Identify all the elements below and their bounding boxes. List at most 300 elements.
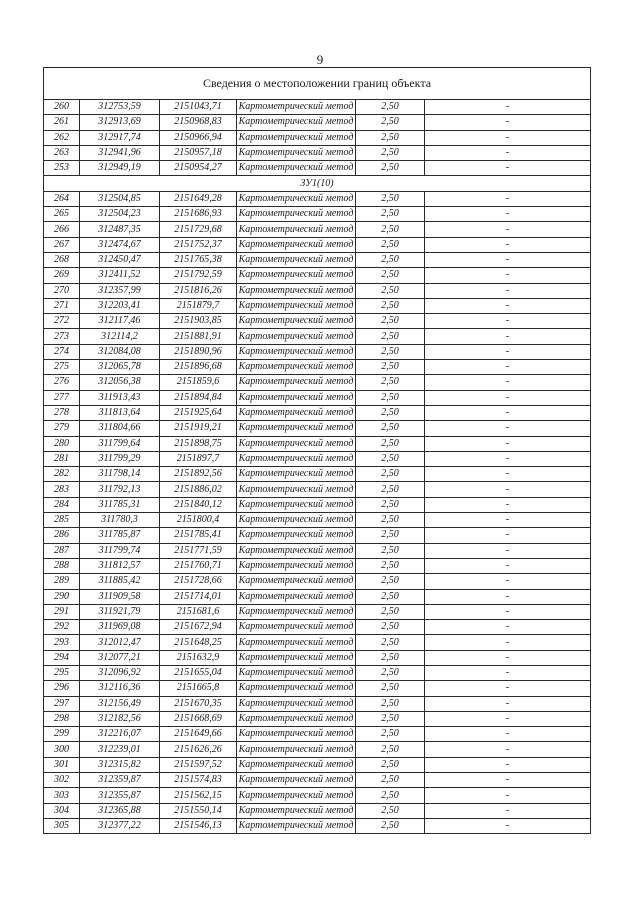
point-number-cell: 286 bbox=[44, 528, 80, 543]
accuracy-cell: 2,50 bbox=[356, 283, 425, 298]
x-coordinate-cell: 312056,38 bbox=[80, 375, 160, 390]
x-coordinate-cell: 312114,2 bbox=[80, 329, 160, 344]
y-coordinate-cell: 2151665,8 bbox=[160, 681, 237, 696]
note-cell: - bbox=[425, 360, 591, 375]
method-cell: Картометрический метод bbox=[237, 482, 356, 497]
note-cell: - bbox=[425, 222, 591, 237]
x-coordinate-cell: 311812,57 bbox=[80, 558, 160, 573]
point-number-cell: 280 bbox=[44, 436, 80, 451]
note-cell: - bbox=[425, 574, 591, 589]
accuracy-cell: 2,50 bbox=[356, 145, 425, 160]
x-coordinate-cell: 312357,99 bbox=[80, 283, 160, 298]
method-cell: Картометрический метод bbox=[237, 635, 356, 650]
method-cell: Картометрический метод bbox=[237, 757, 356, 772]
method-cell: Картометрический метод bbox=[237, 390, 356, 405]
accuracy-cell: 2,50 bbox=[356, 773, 425, 788]
table-row bbox=[44, 543, 591, 558]
y-coordinate-cell: 2151626,26 bbox=[160, 742, 237, 757]
accuracy-cell: 2,50 bbox=[356, 513, 425, 528]
table-row bbox=[44, 344, 591, 359]
x-coordinate-cell: 311799,64 bbox=[80, 436, 160, 451]
y-coordinate-cell: 2151728,66 bbox=[160, 574, 237, 589]
note-cell: - bbox=[425, 681, 591, 696]
y-coordinate-cell: 2151771,59 bbox=[160, 543, 237, 558]
x-coordinate-cell: 312913,69 bbox=[80, 115, 160, 130]
accuracy-cell: 2,50 bbox=[356, 222, 425, 237]
note-cell: - bbox=[425, 589, 591, 604]
point-number-cell: 289 bbox=[44, 574, 80, 589]
method-cell: Картометрический метод bbox=[237, 513, 356, 528]
point-number-cell: 293 bbox=[44, 635, 80, 650]
note-cell: - bbox=[425, 451, 591, 466]
y-coordinate-cell: 2151785,41 bbox=[160, 528, 237, 543]
point-number-cell: 301 bbox=[44, 757, 80, 772]
y-coordinate-cell: 2151649,28 bbox=[160, 191, 237, 206]
y-coordinate-cell: 2151649,66 bbox=[160, 727, 237, 742]
y-coordinate-cell: 2151648,25 bbox=[160, 635, 237, 650]
method-cell: Картометрический метод bbox=[237, 360, 356, 375]
table-row bbox=[44, 268, 591, 283]
point-number-cell: 290 bbox=[44, 589, 80, 604]
point-number-cell: 275 bbox=[44, 360, 80, 375]
y-coordinate-cell: 2151894,84 bbox=[160, 390, 237, 405]
note-cell: - bbox=[425, 604, 591, 619]
method-cell: Картометрический метод bbox=[237, 344, 356, 359]
point-number-cell: 296 bbox=[44, 681, 80, 696]
point-number-cell: 294 bbox=[44, 650, 80, 665]
note-cell: - bbox=[425, 115, 591, 130]
accuracy-cell: 2,50 bbox=[356, 497, 425, 512]
point-number-cell: 271 bbox=[44, 298, 80, 313]
y-coordinate-cell: 2151903,85 bbox=[160, 314, 237, 329]
method-cell: Картометрический метод bbox=[237, 191, 356, 206]
y-coordinate-cell: 2151892,56 bbox=[160, 467, 237, 482]
x-coordinate-cell: 311780,3 bbox=[80, 513, 160, 528]
table-row bbox=[44, 329, 591, 344]
y-coordinate-cell: 2151879,7 bbox=[160, 298, 237, 313]
table-row bbox=[44, 467, 591, 482]
method-cell: Картометрический метод bbox=[237, 145, 356, 160]
method-cell: Картометрический метод bbox=[237, 252, 356, 267]
method-cell: Картометрический метод bbox=[237, 803, 356, 818]
table-row bbox=[44, 742, 591, 757]
note-cell: - bbox=[425, 421, 591, 436]
table-row bbox=[44, 314, 591, 329]
point-number-cell: 305 bbox=[44, 818, 80, 833]
accuracy-cell: 2,50 bbox=[356, 191, 425, 206]
table-row bbox=[44, 711, 591, 726]
point-number-cell: 288 bbox=[44, 558, 80, 573]
x-coordinate-cell: 311804,66 bbox=[80, 421, 160, 436]
table-row bbox=[44, 497, 591, 512]
note-cell: - bbox=[425, 803, 591, 818]
accuracy-cell: 2,50 bbox=[356, 757, 425, 772]
x-coordinate-cell: 311885,42 bbox=[80, 574, 160, 589]
accuracy-cell: 2,50 bbox=[356, 589, 425, 604]
point-number-cell: 284 bbox=[44, 497, 80, 512]
accuracy-cell: 2,50 bbox=[356, 543, 425, 558]
x-coordinate-cell: 312474,67 bbox=[80, 237, 160, 252]
point-number-cell: 268 bbox=[44, 252, 80, 267]
x-coordinate-cell: 312941,96 bbox=[80, 145, 160, 160]
x-coordinate-cell: 312216,07 bbox=[80, 727, 160, 742]
note-cell: - bbox=[425, 773, 591, 788]
method-cell: Картометрический метод bbox=[237, 207, 356, 222]
table-row bbox=[44, 191, 591, 206]
x-coordinate-cell: 312077,21 bbox=[80, 650, 160, 665]
accuracy-cell: 2,50 bbox=[356, 696, 425, 711]
table-row bbox=[44, 130, 591, 145]
method-cell: Картометрический метод bbox=[237, 222, 356, 237]
accuracy-cell: 2,50 bbox=[356, 681, 425, 696]
method-cell: Картометрический метод bbox=[237, 665, 356, 680]
table-row bbox=[44, 482, 591, 497]
y-coordinate-cell: 2150957,18 bbox=[160, 145, 237, 160]
note-cell: - bbox=[425, 207, 591, 222]
method-cell: Картометрический метод bbox=[237, 589, 356, 604]
y-coordinate-cell: 2151686,93 bbox=[160, 207, 237, 222]
note-cell: - bbox=[425, 528, 591, 543]
x-coordinate-cell: 311813,64 bbox=[80, 405, 160, 420]
point-number-cell: 304 bbox=[44, 803, 80, 818]
y-coordinate-cell: 2151714,01 bbox=[160, 589, 237, 604]
x-coordinate-cell: 312359,87 bbox=[80, 773, 160, 788]
method-cell: Картометрический метод bbox=[237, 237, 356, 252]
point-number-cell: 283 bbox=[44, 482, 80, 497]
note-cell: - bbox=[425, 818, 591, 833]
point-number-cell: 266 bbox=[44, 222, 80, 237]
y-coordinate-cell: 2151897,7 bbox=[160, 451, 237, 466]
y-coordinate-cell: 2151632,9 bbox=[160, 650, 237, 665]
accuracy-cell: 2,50 bbox=[356, 451, 425, 466]
table-row bbox=[44, 589, 591, 604]
point-number-cell: 253 bbox=[44, 161, 80, 176]
point-number-cell: 302 bbox=[44, 773, 80, 788]
accuracy-cell: 2,50 bbox=[356, 405, 425, 420]
method-cell: Картометрический метод bbox=[237, 436, 356, 451]
method-cell: Картометрический метод bbox=[237, 528, 356, 543]
boundary-table-container bbox=[43, 67, 590, 834]
x-coordinate-cell: 312182,56 bbox=[80, 711, 160, 726]
note-cell: - bbox=[425, 252, 591, 267]
accuracy-cell: 2,50 bbox=[356, 390, 425, 405]
y-coordinate-cell: 2151668,69 bbox=[160, 711, 237, 726]
boundary-table-body bbox=[44, 68, 591, 834]
point-number-cell: 291 bbox=[44, 604, 80, 619]
x-coordinate-cell: 312065,78 bbox=[80, 360, 160, 375]
table-row bbox=[44, 252, 591, 267]
x-coordinate-cell: 311913,43 bbox=[80, 390, 160, 405]
table-row bbox=[44, 237, 591, 252]
y-coordinate-cell: 2150966,94 bbox=[160, 130, 237, 145]
method-cell: Картометрический метод bbox=[237, 650, 356, 665]
note-cell: - bbox=[425, 390, 591, 405]
method-cell: Картометрический метод bbox=[237, 375, 356, 390]
accuracy-cell: 2,50 bbox=[356, 665, 425, 680]
table-row bbox=[44, 161, 591, 176]
y-coordinate-cell: 2151816,26 bbox=[160, 283, 237, 298]
note-cell: - bbox=[425, 145, 591, 160]
x-coordinate-cell: 312117,46 bbox=[80, 314, 160, 329]
accuracy-cell: 2,50 bbox=[356, 421, 425, 436]
y-coordinate-cell: 2151760,71 bbox=[160, 558, 237, 573]
accuracy-cell: 2,50 bbox=[356, 161, 425, 176]
x-coordinate-cell: 312753,59 bbox=[80, 100, 160, 115]
section-label: ЗУ1(10) bbox=[44, 176, 591, 191]
table-title-row bbox=[44, 68, 591, 100]
point-number-cell: 279 bbox=[44, 421, 80, 436]
y-coordinate-cell: 2151729,68 bbox=[160, 222, 237, 237]
point-number-cell: 287 bbox=[44, 543, 80, 558]
note-cell: - bbox=[425, 757, 591, 772]
y-coordinate-cell: 2151792,59 bbox=[160, 268, 237, 283]
y-coordinate-cell: 2151896,68 bbox=[160, 360, 237, 375]
x-coordinate-cell: 311921,79 bbox=[80, 604, 160, 619]
table-row bbox=[44, 818, 591, 833]
note-cell: - bbox=[425, 314, 591, 329]
point-number-cell: 292 bbox=[44, 620, 80, 635]
note-cell: - bbox=[425, 329, 591, 344]
y-coordinate-cell: 2151925,64 bbox=[160, 405, 237, 420]
table-row bbox=[44, 436, 591, 451]
y-coordinate-cell: 2151574,83 bbox=[160, 773, 237, 788]
note-cell: - bbox=[425, 650, 591, 665]
accuracy-cell: 2,50 bbox=[356, 467, 425, 482]
note-cell: - bbox=[425, 268, 591, 283]
y-coordinate-cell: 2151800,4 bbox=[160, 513, 237, 528]
method-cell: Картометрический метод bbox=[237, 773, 356, 788]
accuracy-cell: 2,50 bbox=[356, 268, 425, 283]
x-coordinate-cell: 312504,85 bbox=[80, 191, 160, 206]
note-cell: - bbox=[425, 130, 591, 145]
y-coordinate-cell: 2151670,35 bbox=[160, 696, 237, 711]
accuracy-cell: 2,50 bbox=[356, 604, 425, 619]
point-number-cell: 263 bbox=[44, 145, 80, 160]
point-number-cell: 303 bbox=[44, 788, 80, 803]
table-row bbox=[44, 207, 591, 222]
method-cell: Картометрический метод bbox=[237, 711, 356, 726]
x-coordinate-cell: 312156,49 bbox=[80, 696, 160, 711]
table-row bbox=[44, 773, 591, 788]
y-coordinate-cell: 2151672,94 bbox=[160, 620, 237, 635]
point-number-cell: 285 bbox=[44, 513, 80, 528]
table-row bbox=[44, 757, 591, 772]
page-number: 9 bbox=[316, 52, 324, 67]
method-cell: Картометрический метод bbox=[237, 314, 356, 329]
x-coordinate-cell: 312365,88 bbox=[80, 803, 160, 818]
method-cell: Картометрический метод bbox=[237, 298, 356, 313]
note-cell: - bbox=[425, 298, 591, 313]
note-cell: - bbox=[425, 283, 591, 298]
point-number-cell: 282 bbox=[44, 467, 80, 482]
accuracy-cell: 2,50 bbox=[356, 207, 425, 222]
note-cell: - bbox=[425, 436, 591, 451]
accuracy-cell: 2,50 bbox=[356, 742, 425, 757]
x-coordinate-cell: 312203,41 bbox=[80, 298, 160, 313]
x-coordinate-cell: 312239,01 bbox=[80, 742, 160, 757]
accuracy-cell: 2,50 bbox=[356, 482, 425, 497]
table-row bbox=[44, 360, 591, 375]
note-cell: - bbox=[425, 191, 591, 206]
accuracy-cell: 2,50 bbox=[356, 818, 425, 833]
accuracy-cell: 2,50 bbox=[356, 329, 425, 344]
table-row bbox=[44, 558, 591, 573]
method-cell: Картометрический метод bbox=[237, 329, 356, 344]
y-coordinate-cell: 2151898,75 bbox=[160, 436, 237, 451]
y-coordinate-cell: 2150968,83 bbox=[160, 115, 237, 130]
table-row bbox=[44, 788, 591, 803]
accuracy-cell: 2,50 bbox=[356, 130, 425, 145]
table-row bbox=[44, 681, 591, 696]
accuracy-cell: 2,50 bbox=[356, 727, 425, 742]
note-cell: - bbox=[425, 696, 591, 711]
method-cell: Картометрический метод bbox=[237, 467, 356, 482]
accuracy-cell: 2,50 bbox=[356, 528, 425, 543]
x-coordinate-cell: 312116,36 bbox=[80, 681, 160, 696]
method-cell: Картометрический метод bbox=[237, 421, 356, 436]
x-coordinate-cell: 312504,23 bbox=[80, 207, 160, 222]
point-number-cell: 276 bbox=[44, 375, 80, 390]
table-row bbox=[44, 727, 591, 742]
accuracy-cell: 2,50 bbox=[356, 252, 425, 267]
note-cell: - bbox=[425, 711, 591, 726]
method-cell: Картометрический метод bbox=[237, 696, 356, 711]
accuracy-cell: 2,50 bbox=[356, 788, 425, 803]
table-row bbox=[44, 390, 591, 405]
accuracy-cell: 2,50 bbox=[356, 635, 425, 650]
point-number-cell: 277 bbox=[44, 390, 80, 405]
note-cell: - bbox=[425, 100, 591, 115]
point-number-cell: 278 bbox=[44, 405, 80, 420]
table-row bbox=[44, 513, 591, 528]
accuracy-cell: 2,50 bbox=[356, 803, 425, 818]
note-cell: - bbox=[425, 405, 591, 420]
table-title: Сведения о местоположении границ объекта bbox=[44, 68, 591, 100]
point-number-cell: 267 bbox=[44, 237, 80, 252]
method-cell: Картометрический метод bbox=[237, 100, 356, 115]
y-coordinate-cell: 2150954,27 bbox=[160, 161, 237, 176]
accuracy-cell: 2,50 bbox=[356, 574, 425, 589]
x-coordinate-cell: 312355,87 bbox=[80, 788, 160, 803]
method-cell: Картометрический метод bbox=[237, 681, 356, 696]
y-coordinate-cell: 2151550,14 bbox=[160, 803, 237, 818]
point-number-cell: 262 bbox=[44, 130, 80, 145]
note-cell: - bbox=[425, 497, 591, 512]
table-row bbox=[44, 665, 591, 680]
point-number-cell: 300 bbox=[44, 742, 80, 757]
accuracy-cell: 2,50 bbox=[356, 344, 425, 359]
y-coordinate-cell: 2151681,6 bbox=[160, 604, 237, 619]
point-number-cell: 273 bbox=[44, 329, 80, 344]
accuracy-cell: 2,50 bbox=[356, 298, 425, 313]
method-cell: Картометрический метод bbox=[237, 727, 356, 742]
y-coordinate-cell: 2151655,04 bbox=[160, 665, 237, 680]
note-cell: - bbox=[425, 161, 591, 176]
table-row bbox=[44, 574, 591, 589]
y-coordinate-cell: 2151562,15 bbox=[160, 788, 237, 803]
accuracy-cell: 2,50 bbox=[356, 314, 425, 329]
x-coordinate-cell: 312917,74 bbox=[80, 130, 160, 145]
method-cell: Картометрический метод bbox=[237, 574, 356, 589]
x-coordinate-cell: 311798,14 bbox=[80, 467, 160, 482]
x-coordinate-cell: 312411,52 bbox=[80, 268, 160, 283]
point-number-cell: 272 bbox=[44, 314, 80, 329]
note-cell: - bbox=[425, 727, 591, 742]
method-cell: Картометрический метод bbox=[237, 558, 356, 573]
table-row bbox=[44, 405, 591, 420]
note-cell: - bbox=[425, 558, 591, 573]
accuracy-cell: 2,50 bbox=[356, 650, 425, 665]
y-coordinate-cell: 2151840,12 bbox=[160, 497, 237, 512]
point-number-cell: 264 bbox=[44, 191, 80, 206]
method-cell: Картометрический метод bbox=[237, 115, 356, 130]
point-number-cell: 274 bbox=[44, 344, 80, 359]
x-coordinate-cell: 311799,74 bbox=[80, 543, 160, 558]
x-coordinate-cell: 312377,22 bbox=[80, 818, 160, 833]
table-row bbox=[44, 803, 591, 818]
x-coordinate-cell: 311785,31 bbox=[80, 497, 160, 512]
section-row bbox=[44, 176, 591, 191]
note-cell: - bbox=[425, 665, 591, 680]
table-row bbox=[44, 283, 591, 298]
x-coordinate-cell: 311792,13 bbox=[80, 482, 160, 497]
method-cell: Картометрический метод bbox=[237, 543, 356, 558]
method-cell: Картометрический метод bbox=[237, 620, 356, 635]
note-cell: - bbox=[425, 467, 591, 482]
point-number-cell: 297 bbox=[44, 696, 80, 711]
table-row bbox=[44, 100, 591, 115]
table-row bbox=[44, 650, 591, 665]
point-number-cell: 270 bbox=[44, 283, 80, 298]
accuracy-cell: 2,50 bbox=[356, 375, 425, 390]
table-row bbox=[44, 528, 591, 543]
x-coordinate-cell: 312949,19 bbox=[80, 161, 160, 176]
note-cell: - bbox=[425, 237, 591, 252]
method-cell: Картометрический метод bbox=[237, 161, 356, 176]
y-coordinate-cell: 2151881,91 bbox=[160, 329, 237, 344]
accuracy-cell: 2,50 bbox=[356, 100, 425, 115]
table-row bbox=[44, 604, 591, 619]
accuracy-cell: 2,50 bbox=[356, 360, 425, 375]
y-coordinate-cell: 2151919,21 bbox=[160, 421, 237, 436]
method-cell: Картометрический метод bbox=[237, 742, 356, 757]
method-cell: Картометрический метод bbox=[237, 788, 356, 803]
table-row bbox=[44, 145, 591, 160]
x-coordinate-cell: 312096,92 bbox=[80, 665, 160, 680]
note-cell: - bbox=[425, 482, 591, 497]
table-row bbox=[44, 451, 591, 466]
point-number-cell: 269 bbox=[44, 268, 80, 283]
table-row bbox=[44, 375, 591, 390]
y-coordinate-cell: 2151765,38 bbox=[160, 252, 237, 267]
point-number-cell: 265 bbox=[44, 207, 80, 222]
y-coordinate-cell: 2151043,71 bbox=[160, 100, 237, 115]
note-cell: - bbox=[425, 635, 591, 650]
accuracy-cell: 2,50 bbox=[356, 558, 425, 573]
accuracy-cell: 2,50 bbox=[356, 620, 425, 635]
y-coordinate-cell: 2151886,02 bbox=[160, 482, 237, 497]
point-number-cell: 299 bbox=[44, 727, 80, 742]
point-number-cell: 295 bbox=[44, 665, 80, 680]
point-number-cell: 261 bbox=[44, 115, 80, 130]
note-cell: - bbox=[425, 375, 591, 390]
note-cell: - bbox=[425, 620, 591, 635]
x-coordinate-cell: 312315,82 bbox=[80, 757, 160, 772]
table-row bbox=[44, 696, 591, 711]
table-row bbox=[44, 620, 591, 635]
x-coordinate-cell: 311799,29 bbox=[80, 451, 160, 466]
table-row bbox=[44, 635, 591, 650]
